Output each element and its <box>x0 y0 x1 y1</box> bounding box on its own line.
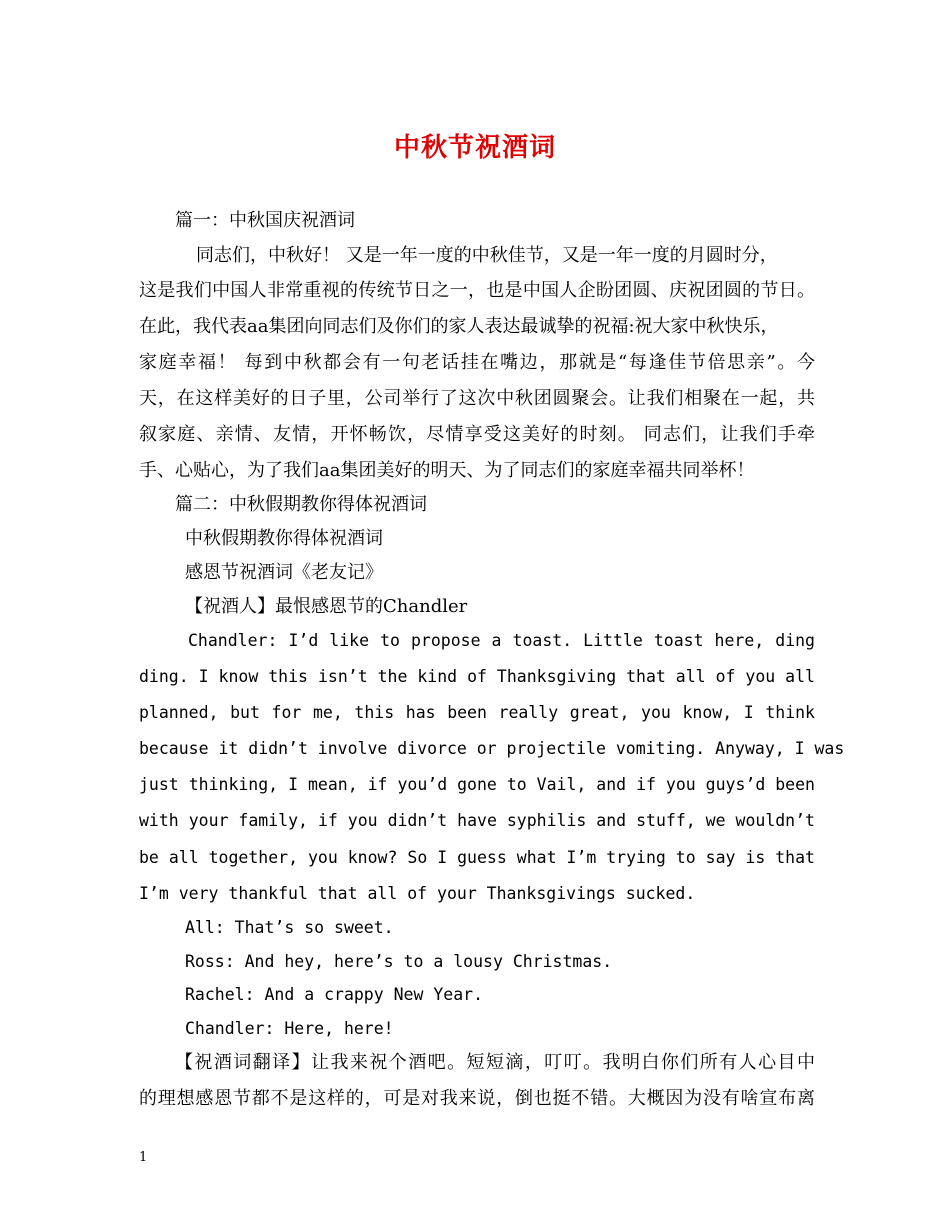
text-line: 【祝酒人】最恨感恩节的Chandler <box>185 596 468 617</box>
text-line: 篇一：中秋国庆祝酒词 <box>175 210 355 231</box>
text-line: with your family, if you didn’t have syphilis and stuff, we wouldn’t <box>139 811 815 830</box>
text-line: Ross: And hey, here’s to a lousy Christmas. <box>185 952 613 971</box>
text-line: 同志们，中秋好！ 又是一年一度的中秋佳节，又是一年一度的月圆时分， <box>196 245 778 266</box>
text-line: Chandler: Here, here! <box>185 1019 394 1038</box>
text-line: 叙家庭、亲情、友情，开怀畅饮，尽情享受这美好的时刻。 同志们，让我们手牵 <box>139 424 815 445</box>
text-line: 天，在这样美好的日子里，公司举行了这次中秋团圆聚会。让我们相聚在一起，共 <box>139 388 815 409</box>
text-line: 中秋假期教你得体祝酒词 <box>185 528 383 549</box>
text-line: 【祝酒词翻译】让我来祝个酒吧。短短滴，叮叮。我明白你们所有人心目中 <box>175 1052 815 1073</box>
text-line: because it didn’t involve divorce or projectile vomiting. Anyway, I was <box>139 739 845 758</box>
text-line: I’m very thankful that all of your Thanksgivings sucked. <box>139 884 696 903</box>
text-line: planned, but for me, this has been really great, you know, I think <box>139 703 815 722</box>
text-line: just thinking, I mean, if you’d gone to Vail, and if you guys’d been <box>139 775 815 794</box>
text-line: ding. I know this isn’t the kind of Thanksgiving that all of you all <box>139 667 815 686</box>
page-number: 1 <box>139 1150 148 1165</box>
text-line: 在此，我代表aa集团向同志们及你们的家人表达最诚挚的祝福:祝大家中秋快乐， <box>139 316 779 337</box>
text-line: Rachel: And a crappy New Year. <box>185 985 484 1004</box>
text-line: All: That’s so sweet. <box>185 918 394 937</box>
text-line: 手、心贴心，为了我们aa集团美好的明天、为了同志们的家庭幸福共同举杯！ <box>139 460 755 481</box>
text-line: 这是我们中国人非常重视的传统节日之一，也是中国人企盼团圆、庆祝团圆的节日。 <box>139 280 815 301</box>
text-line: 的理想感恩节都不是这样的，可是对我来说，倒也挺不错。大概因为没有啥宣布离 <box>139 1088 815 1109</box>
document-title: 中秋节祝酒词 <box>393 133 556 163</box>
text-line: Chandler: I’d like to propose a toast. Little toast here, ding <box>188 631 815 650</box>
text-line: 家庭幸福！ 每到中秋都会有一句老话挂在嘴边，那就是“每逢佳节倍思亲”。今 <box>139 352 815 373</box>
text-line: 篇二：中秋假期教你得体祝酒词 <box>175 494 427 515</box>
text-line: 感恩节祝酒词《老友记》 <box>185 562 383 583</box>
text-line: be all together, you know? So I guess what I’m trying to say is that <box>139 848 815 867</box>
